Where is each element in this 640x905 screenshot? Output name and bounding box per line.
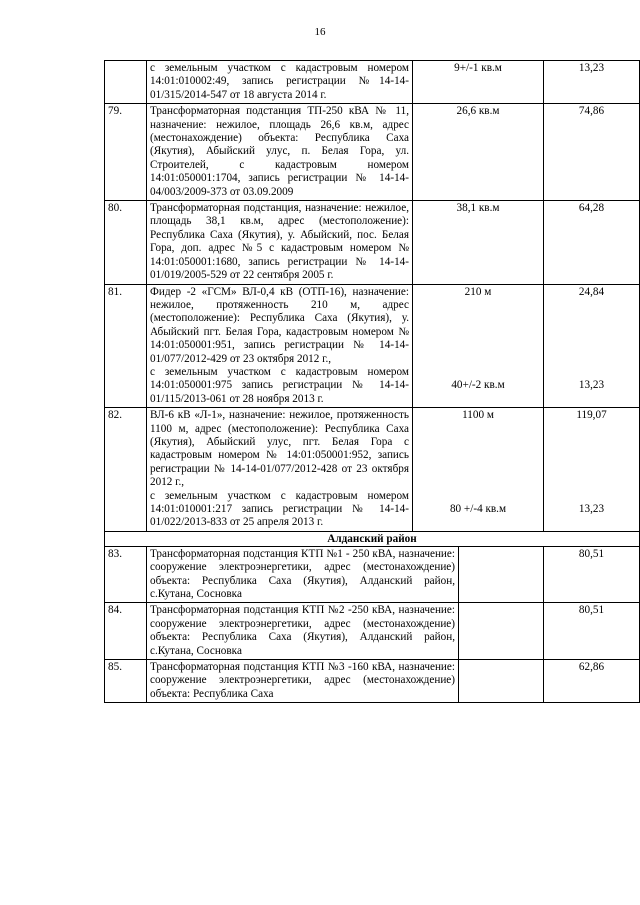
table-row [105, 201, 640, 284]
row-number: 82. [105, 408, 147, 532]
table-row [105, 603, 640, 660]
row-number: 83. [105, 546, 147, 603]
property-value: 80,51 [544, 603, 640, 660]
table-row [105, 61, 640, 104]
property-description [147, 408, 413, 532]
property-register-table-aldan [104, 546, 640, 703]
land-plot-area: 80 +/-4 кв.м [449, 502, 507, 515]
object-area: 210 м [464, 285, 492, 298]
land-plot-description: с земельным участком с кадастровым номером 14:01:050001:975 запись регистрации № 14-14-01/115/2013-061 от 28 ноября 2013 г. [150, 365, 409, 405]
property-area: 9+/-1 кв.м [413, 61, 544, 104]
property-value: 64,28 [544, 201, 640, 284]
property-description: Трансформаторная подстанция КТП №2 -250 кВА, назначение: сооружение электроэнергетики, адрес (местонахождение) объекта: Республика Саха (Якутия), Алданский район, с.Кутана, Сосновка [147, 603, 459, 660]
property-area: 38,1 кв.м [413, 201, 544, 284]
section-title: Алданский район [105, 531, 640, 546]
table-row [105, 408, 640, 532]
object-description: Фидер -2 «ГСМ» ВЛ-0,4 кВ (ОТП-16), назначение: нежилое, протяженность 210 м, адрес (местоположение): Республика Саха (Якутия), у. Абыйский пгт. Белая Гора, кадастровым номером № 14:01:050001:951, запись регистрации № 14-14-01/077/2012-429 от 23 октября 2012 г., [150, 285, 409, 365]
property-area [459, 546, 544, 603]
property-area [459, 603, 544, 660]
property-description: Трансформаторная подстанция КТП №3 -160 кВА, назначение: сооружение электроэнергетики, адрес (местонахождение) объекта: Республика Саха [147, 660, 459, 703]
property-value [544, 408, 640, 532]
object-value: 119,07 [576, 409, 607, 422]
table-row [105, 546, 640, 603]
land-plot-description: с земельным участком с кадастровым номером 14:01:010001:217 запись регистрации № 14-14-01/022/2013-833 от 25 апреля 2013 г. [150, 489, 409, 529]
section-header-row [105, 531, 640, 546]
row-number: 80. [105, 201, 147, 284]
property-value [544, 284, 640, 408]
property-value: 62,86 [544, 660, 640, 703]
row-number [105, 61, 147, 104]
property-description: с земельным участком с кадастровым номером 14:01:010002:49, запись регистрации №14-14-01/315/2014-547 от 18 августа 2014 г. [147, 61, 413, 104]
property-register-table [104, 60, 640, 547]
property-value: 80,51 [544, 546, 640, 603]
land-plot-value: 13,23 [578, 379, 605, 392]
property-area [413, 284, 544, 408]
property-value: 13,23 [544, 61, 640, 104]
property-area [459, 660, 544, 703]
property-value: 74,86 [544, 104, 640, 201]
property-description [147, 284, 413, 408]
land-plot-area: 40+/-2 кв.м [451, 379, 505, 392]
object-description: ВЛ-6 кВ «Л-1», назначение: нежилое, протяженность 1100 м, адрес (местоположение): Республика Саха (Якутия), Абыйский улус, пгт. Белая Гора с кадастровым номером № 14:01:050001:952, запись регистрации № 14-14-01/077/2012-428 от 23 октября 2012 г., [150, 409, 409, 489]
object-area: 1100 м [462, 409, 494, 422]
row-number: 81. [105, 284, 147, 408]
row-number: 79. [105, 104, 147, 201]
row-number: 84. [105, 603, 147, 660]
table-row [105, 660, 640, 703]
object-value: 24,84 [578, 285, 605, 298]
property-area: 26,6 кв.м [413, 104, 544, 201]
property-description: Трансформаторная подстанция ТП-250 кВА № 11, назначение: нежилое, площадь 26,6 кв.м, адрес (местонахождение) объекта: Республика Саха (Якутия), Абыйский улус, п. Белая Гора, ул. Строителей, с кадастровым номером 14:01:050001:1704, запись регистрации № 14-14-04/003/2009-373 от 03.09.2009 [147, 104, 413, 201]
land-plot-value: 13,23 [578, 502, 605, 515]
row-number: 85. [105, 660, 147, 703]
table-row [105, 104, 640, 201]
property-description: Трансформаторная подстанция КТП №1 - 250 кВА, назначение: сооружение электроэнергетики, адрес (местонахождение) объекта: Республика Саха (Якутия), Алданский район, с.Кутана, Сосновка [147, 546, 459, 603]
page-number: 16 [314, 26, 326, 38]
table-row [105, 284, 640, 408]
property-area [413, 408, 544, 532]
property-description: Трансформаторная подстанция, назначение: нежилое, площадь 38,1 кв.м, адрес (местоположение): Республика Саха (Якутия), у. Абыйский, пос. Белая Гора, доп. адрес №5 с кадастровым номером № 14:01:050001:1680, запись регистрации № 14-14-01/019/2005-529 от 22 сентября 2005 г. [147, 201, 413, 284]
